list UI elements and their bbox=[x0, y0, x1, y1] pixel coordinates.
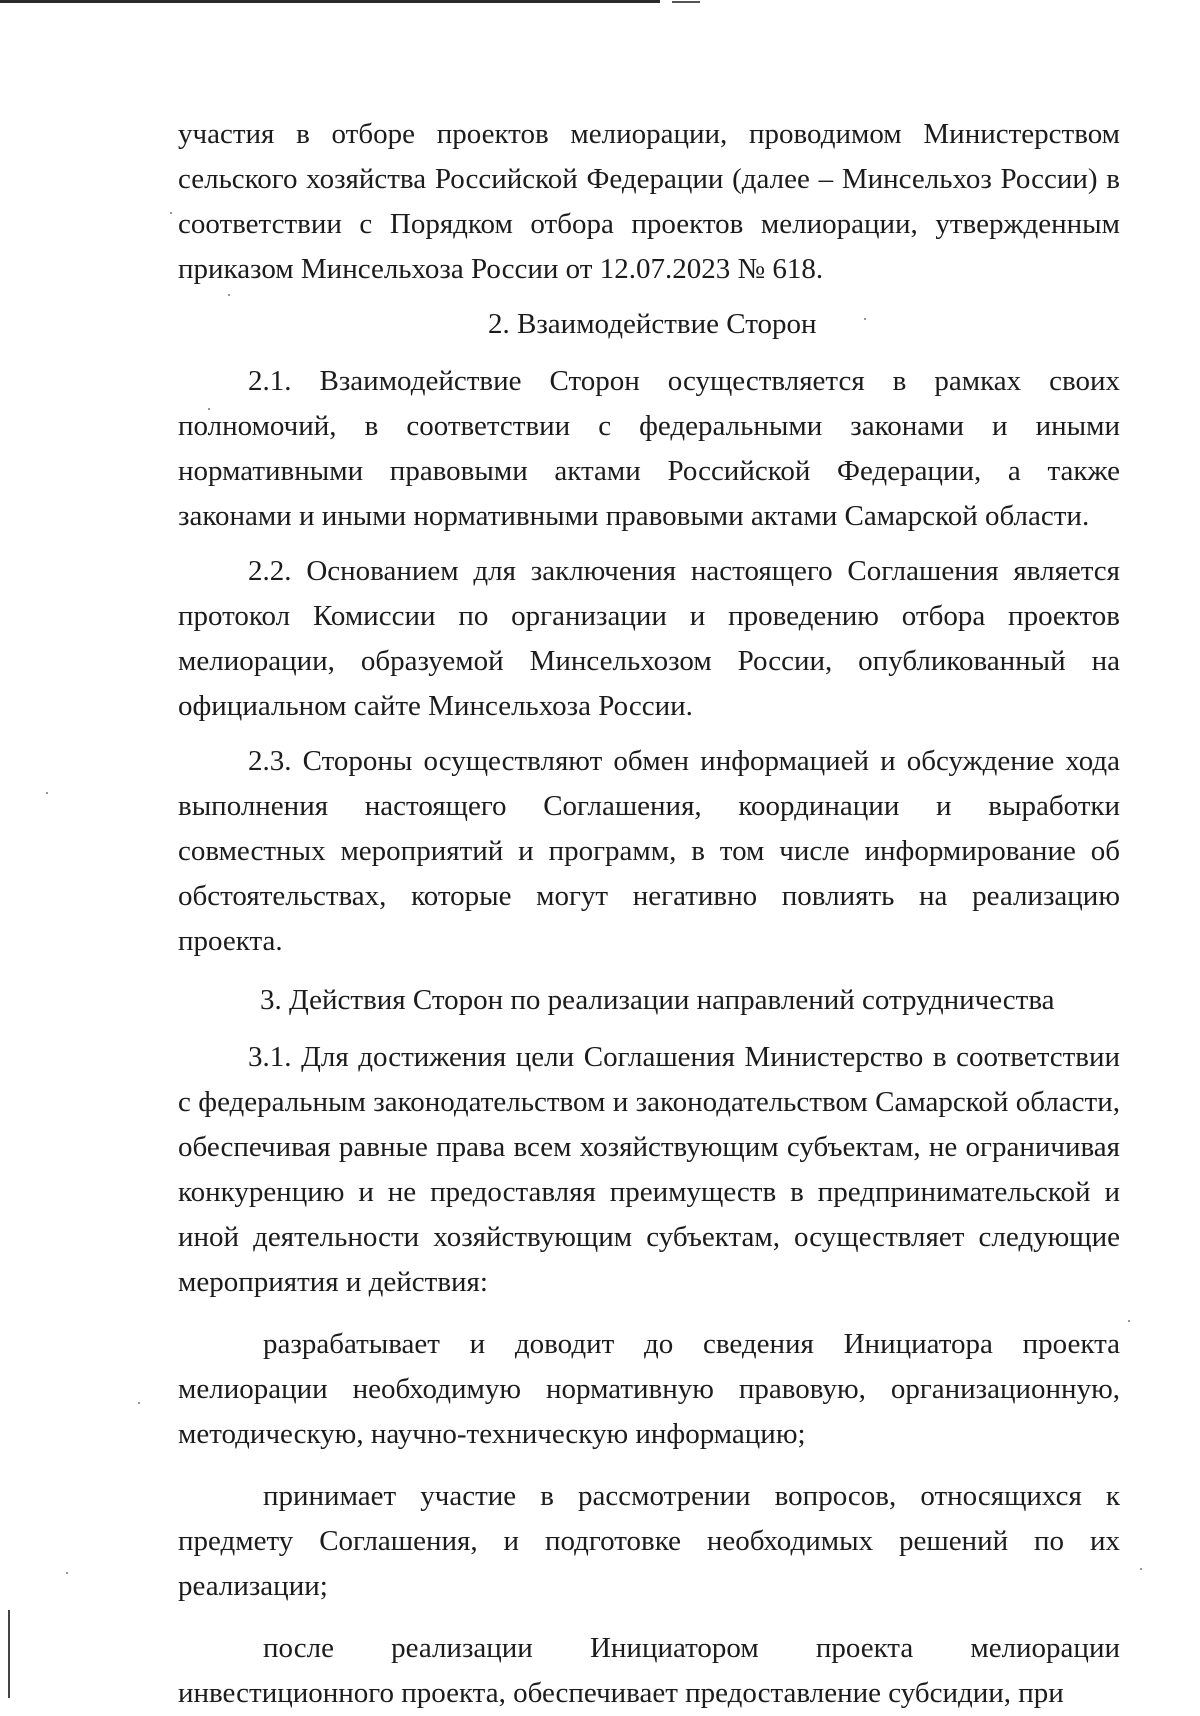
paragraph-2-2: 2.2. Основанием для заключения настоящего Соглашения является протокол Комиссии по организации и проведению отбора проектов мелиорации, образуемой Минсельхозом России, опубликованный на официальном сайте Минсельхоза России. bbox=[178, 555, 1120, 722]
scan-top-edge-mark bbox=[672, 1, 700, 3]
paragraph-2-1: 2.1. Взаимодействие Сторон осуществляется в рамках своих полномочий, в соответствии с федеральными законами и иными нормативными правовыми актами Российской Федерации, а также законами и иными нормативными правовыми актами Самарской области. bbox=[178, 365, 1120, 532]
scan-speck bbox=[1140, 1568, 1142, 1570]
scan-speck bbox=[1128, 1320, 1130, 1322]
document-page bbox=[178, 112, 1120, 1716]
list-item-2: принимает участие в рассмотрении вопросов, относящихся к предмету Соглашения, и подготовке необходимых решений по их реализации; bbox=[178, 1480, 1120, 1602]
section-heading-3: 3. Действия Сторон по реализации направлений сотрудничества bbox=[260, 984, 1055, 1016]
paragraph-2-3: 2.3. Стороны осуществляют обмен информацией и обсуждение хода выполнения настоящего Соглашения, координации и выработки совместных мероприятий и программ, в том числе информирование об обстоятельствах, которые могут негативно повлиять на реализацию проекта. bbox=[178, 745, 1120, 957]
scan-speck bbox=[228, 294, 230, 296]
scan-speck bbox=[864, 318, 866, 320]
scan-speck bbox=[66, 1572, 68, 1574]
section-heading-2: 2. Взаимодействие Сторон bbox=[488, 308, 817, 340]
paragraph-3-1: 3.1. Для достижения цели Соглашения Министерство в соответствии с федеральным законодательством и законодательством Самарской области, обеспечивая равные права всем хозяйствующим субъектам, не ограничивая конкуренцию и не предоставляя преимуществ в предпринимательской и иной деятельности хозяйствующим субъектам, осуществляет следующие мероприятия и действия: bbox=[178, 1041, 1120, 1298]
scan-speck bbox=[138, 1402, 140, 1404]
scan-speck bbox=[208, 408, 210, 410]
scan-speck bbox=[46, 792, 48, 794]
list-item-1: разрабатывает и доводит до сведения Инициатора проекта мелиорации необходимую нормативную правовую, организационную, методическую, научно-техническую информацию; bbox=[178, 1328, 1120, 1450]
scan-top-edge-line bbox=[0, 0, 660, 3]
list-item-3: после реализации Инициатором проекта мелиорации инвестиционного проекта, обеспечивает предоставление субсидии, при bbox=[178, 1632, 1120, 1709]
scan-speck bbox=[170, 212, 172, 214]
scan-left-edge-line bbox=[8, 1610, 10, 1698]
paragraph-intro: участия в отборе проектов мелиорации, проводимом Министерством сельского хозяйства Российской Федерации (далее – Минсельхоз России) в соответствии с Порядком отбора проектов мелиорации, утвержденным приказом Минсельхоза России от 12.07.2023 № 618. bbox=[178, 118, 1120, 285]
